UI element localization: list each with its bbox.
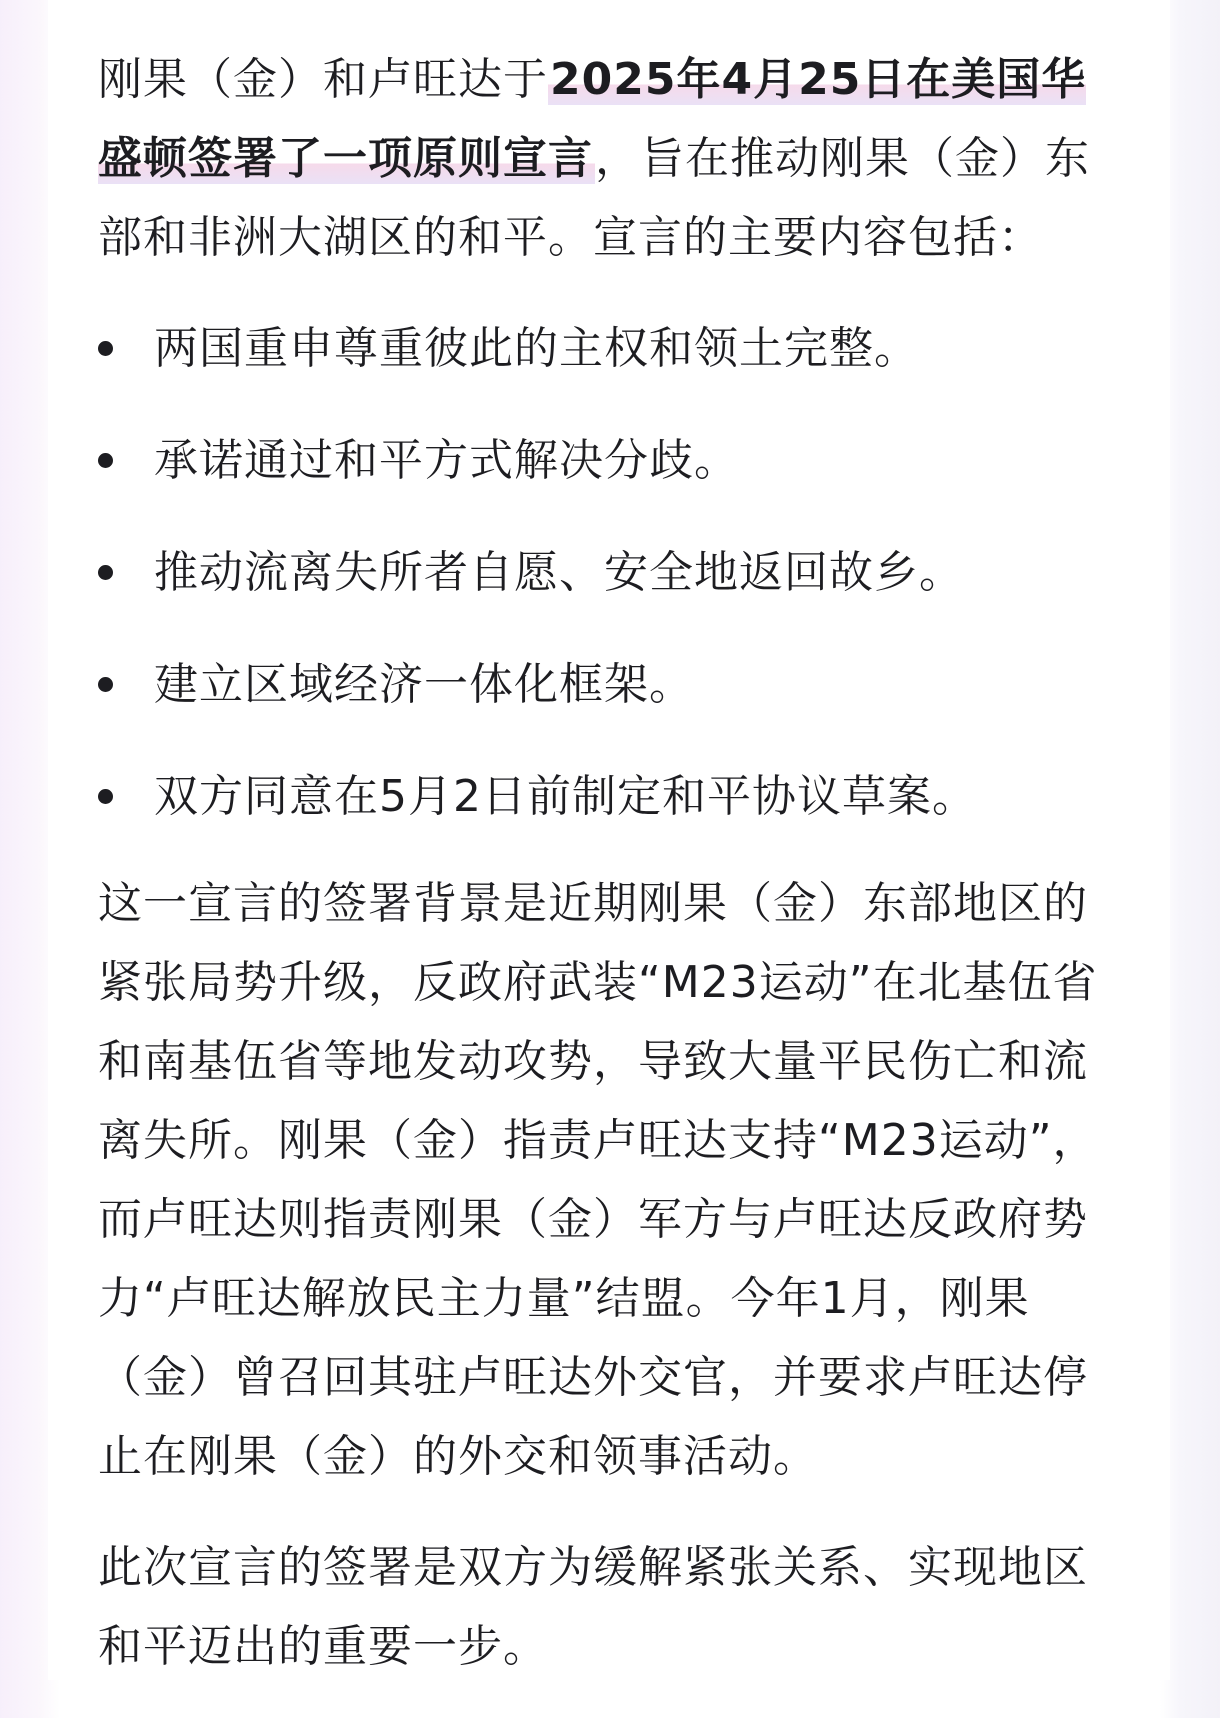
list-item-text: 承诺通过和平方式解决分歧。 xyxy=(154,435,739,486)
article-content xyxy=(98,40,1123,1718)
list-item xyxy=(98,421,1123,500)
list-item-text: 两国重申尊重彼此的主权和领土完整。 xyxy=(154,323,919,374)
bullet-icon xyxy=(98,341,113,356)
conclusion-paragraph: 此次宣言的签署是双方为缓解紧张关系、实现地区和平迈出的重要一步。 xyxy=(98,1542,1088,1672)
bullet-icon xyxy=(98,453,113,468)
list-item-text: 推动流离失所者自愿、安全地返回故乡。 xyxy=(154,547,964,598)
list-item xyxy=(98,309,1123,388)
list-item xyxy=(98,757,1123,836)
intro-paragraph xyxy=(98,40,1123,277)
bullet-icon xyxy=(98,565,113,580)
bullet-icon xyxy=(98,677,113,692)
list-item-text: 双方同意在5月2日前制定和平协议草案。 xyxy=(154,771,977,822)
article-page xyxy=(48,0,1170,1680)
intro-text-before: 刚果（金）和卢旺达于 xyxy=(98,54,548,105)
list-item-text: 建立区域经济一体化框架。 xyxy=(154,659,694,710)
list-item xyxy=(98,645,1123,724)
background-paragraph: 这一宣言的签署背景是近期刚果（金）东部地区的紧张局势升级，反政府武装“M23运动”在北基伍省和南基伍省等地发动攻势，导致大量平民伤亡和流离失所。刚果（金）指责卢旺达支持“M23运动”，而卢旺达则指责刚果（金）军方与卢旺达反政府势力“卢旺达解放民主力量”结盟。今年1月，刚果（金）曾召回其驻卢旺达外交官，并要求卢旺达停止在刚果（金）的外交和领事活动。 xyxy=(98,878,1098,1482)
declaration-points-list xyxy=(98,309,1123,836)
intro-text-after: ，旨在推动刚果（金）东部和非洲大湖区的和平。宣言的主要内容包括： xyxy=(98,133,1090,263)
list-item xyxy=(98,533,1123,612)
bullet-icon xyxy=(98,789,113,804)
intro-highlight: 2025年4月25日在美国华盛顿签署了一项原则宣言 xyxy=(98,54,1087,184)
